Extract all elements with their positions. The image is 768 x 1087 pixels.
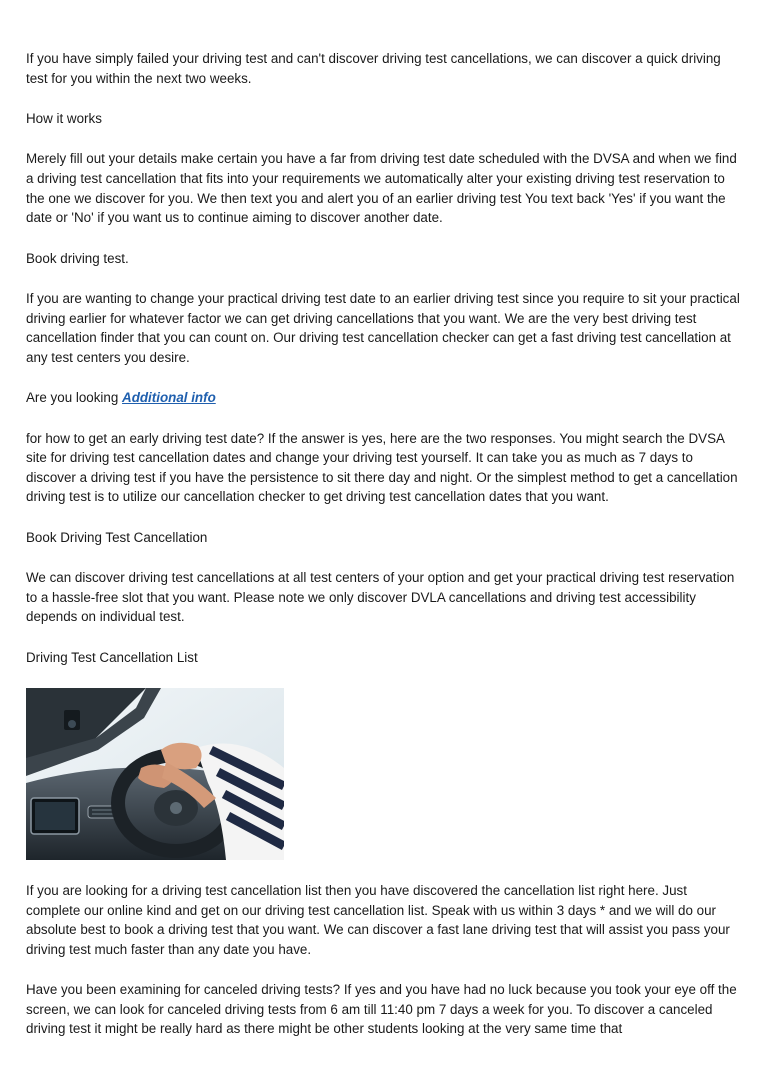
paragraph-intro: If you have simply failed your driving test and can't discover driving test cancellations, we can discover a quick driving test for you within the next two weeks. xyxy=(26,51,721,86)
are-you-looking-text: Are you looking xyxy=(26,390,123,406)
paragraph-canceled-tests: Have you been examining for canceled driving tests? If yes and you have had no luck because you took your eye off the screen, we can look for canceled driving tests from 6 am till 11:40 pm 7 days a week for you. To discover a canceled driving test it might be really hard as there might be other students looking at the very same time that xyxy=(26,982,737,1037)
document-page xyxy=(26,49,742,1060)
paragraph-test-centers: We can discover driving test cancellations at all test centers of your option and get your practical driving test reservation to a hassle-free slot that you want. Please note we only discover DVLA cancellations and driving test accessibility depends on individual test. xyxy=(26,570,735,625)
paragraph-how-it-works: Merely fill out your details make certain you have a far from driving test date scheduled with the DVSA and when we find a driving test cancellation that fits into your requirements we automatically alter your existing driving test reservation to the one we discover for you. We then text you and alert you of an earlier driving test You text back 'Yes' if you want the date or 'No' if you want us to continue aiming to discover another date. xyxy=(26,151,737,226)
car-interior-illustration xyxy=(26,688,284,860)
paragraph-book-driving-test: If you are wanting to change your practical driving test date to an earlier driving test since you require to sit your practical driving earlier for whatever factor we can get driving cancellations that you want. We are the very best driving test cancellation finder that you can count on. Our driving test cancellation checker can get a fast driving test cancellation at any test centers you desire. xyxy=(26,290,740,365)
heading-how-it-works: How it works xyxy=(26,110,102,126)
paragraph-early-test-date: for how to get an early driving test date? If the answer is yes, here are the two responses. You might search the DVSA site for driving test cancellation dates and change your driving test yourself. It can take you as much as 7 days to discover a driving test if you have the persistence to sit there day and night. Or the simplest method to get a cancellation driving test is to utilize our cancellation checker to get driving test cancellation dates that you want. xyxy=(26,430,738,505)
heading-cancellation-list: Driving Test Cancellation List xyxy=(26,649,198,665)
heading-book-cancellation: Book Driving Test Cancellation xyxy=(26,529,208,545)
heading-book-driving-test: Book driving test. xyxy=(26,250,129,266)
car-interior-photo xyxy=(26,688,284,860)
additional-info-link[interactable]: Additional info xyxy=(122,390,216,406)
paragraph-cancellation-list: If you are looking for a driving test cancellation list then you have discovered the cancellation list right here. Just complete our online kind and get on our driving test cancellation list. Speak with us within 3 days * and we will do our absolute best to book a driving test that you want. We can discover a fast lane driving test that will assist you pass your driving test much faster than any date you have. xyxy=(26,883,730,957)
paragraph-are-you-looking xyxy=(26,388,742,408)
